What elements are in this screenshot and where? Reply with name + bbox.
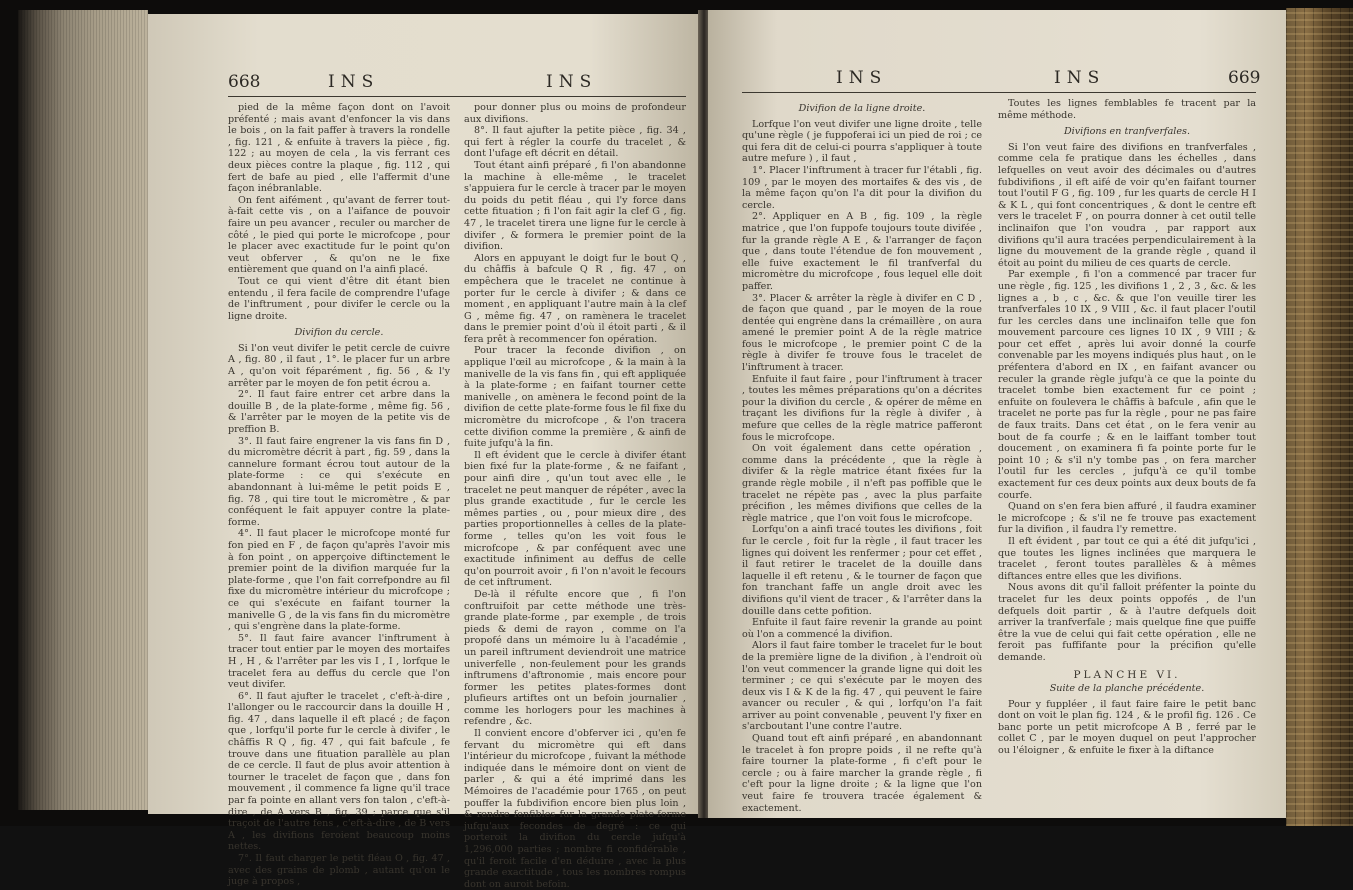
header-rule	[228, 96, 686, 97]
paragraph: 3°. Il faut faire engrener la vis fans fin D , du micromètre décrit à part , fig. 59 , dans la cannelure formant écrou tout autour de la plate-forme : ce qui s'exécute en abandonnant à lui-même le petit poids E , fig. 78 , qui tire tout le micromètre , & par conféquent le fait appuyer contre la plate-forme.	[228, 435, 450, 528]
paragraph: Il convient encore d'obferver ici , qu'en fe fervant du micromètre qui eft dans l'intérieur du microfcope , fuivant la méthode indiquée dans le mémoire dont on vient de parler , & qui a été imprimé dans les Mémoires de l'académie pour 1765 , on peut pouffer la fubdivifion encore bien plus loin , & rendre fenfibles fur la grande plate-forme jufqu'aux fecondes de degré : ce qui porteroit la divifion du cercle jufqu'à 1,296,000 parties ; nombre fi confidérable , qu'il feroit facile d'en déduire , avec la plus grande exactitude , tous les nombres rompus dont on auroit befoin.	[464, 728, 686, 890]
paragraph: Quand tout eft ainfi préparé , en abandonnant le tracelet à fon propre poids , il ne refte qu'à faire tourner la plate-forme , fi c'eft pour le cercle ; ou à faire marcher la grande règle , fi c'eft pour la ligne droite ; & la ligne que l'on veut faire fe trouvera tracée également & exactement.	[742, 733, 982, 814]
section-heading: Divifion de la ligne droite.	[798, 103, 926, 114]
left-page-stack	[18, 10, 148, 810]
paragraph: Si l'on veut divifer le petit cercle de cuivre A , fig. 80 , il faut , 1°. le placer fur un arbre A , qu'on voit féparément , fig. 56 , & l'y arrêter par le moyen de fon petit écrou a.	[228, 342, 450, 389]
paragraph: Il eft évident que le cercle à divifer étant bien fixé fur la plate-forme , & ne faifant , pour ainfi dire , qu'un tout avec elle , le tracelet ne peut manquer de répéter , avec la plus grande exactitude , fur le cercle les mêmes parties , ou , pour mieux dire , des parties proportionnelles à celles de la plate-forme , telles qu'on les voit fous le microfcope , & par conféquent avec une exactitude infiniment au deffus de celle qu'on pourroit avoir , fi l'on n'avoit le fecours de cet inftrument.	[464, 449, 686, 589]
paragraph: 8°. Il faut ajufter la petite pièce , fig. 34 , qui fert à régler la courfe du tracelet , & dont l'ufage eft décrit en détail.	[464, 125, 686, 160]
paragraph: Lorfqu'on a ainfi tracé toutes les divifions , foit fur le cercle , foit fur la règle , il faut tracer les lignes qui doivent les renfermer ; pour cet effet , il faut retirer le tracelet de la douille dans laquelle il eft retenu , & le tourner de façon que fon tranchant faffe un angle droit avec les divifions qu'il vient de tracer , & l'arrêter dans la douille dans cette pofition.	[742, 524, 982, 617]
paragraph: Pour y fuppléer , il faut faire faire le petit banc dont on voit le plan fig. 124 , & le profil fig. 126 . Ce banc porte un petit microfcope A B , ferré par le collet C , par le moyen duquel on peut l'approcher ou l'éloigner , & enfuite le fixer à la diftance	[998, 698, 1256, 757]
paragraph: 7°. Il faut charger le petit fléau O , fig. 47 , avec des grains de plomb , autant qu'on le juge à propos ,	[228, 853, 450, 888]
running-head-left-2: INS	[546, 72, 598, 92]
left-page	[148, 14, 700, 890]
text-column	[998, 98, 1256, 757]
paragraph: 4°. Il faut placer le microfcope monté fur fon pied en F , de façon qu'après l'avoir mis à fon point , on apperçoive diftinctement le premier point de la divifion marquée fur la plate-forme , que l'on fait correfpondre au fil fixe du micromètre intérieur du microfcope ; ce qui s'exécute en faifant tourner la manivelle G , de la vis fans fin du micromètre , qui s'engrène dans la plate-forme.	[228, 528, 450, 633]
running-head-right-2: INS	[1054, 68, 1106, 88]
paragraph: Nous avons dit qu'il falloit préfenter la pointe du tracelet fur les deux points oppofés , de l'un defquels doit partir , & à l'autre defquels doit arriver la tranfverfale ; mais quelque fine que puiffe être la vue de celui qui fait cette opération , elle ne feroit pas fuffifante pour la précifion qu'elle demande.	[998, 582, 1256, 663]
text-column	[464, 102, 686, 890]
paragraph: 3°. Placer & arrêter la règle à divifer en C D , de façon que quand , par le moyen de la roue dentée qui engrène dans la crémaillère , on aura amené le premier point A de la règle matrice fous le microfcope , le premier point C de la règle à divifer fe trouve fous le tracelet de l'inftrument à tracer.	[742, 292, 982, 374]
plate-heading: PLANCHE VI.	[1073, 668, 1181, 681]
paragraph: 5°. Il faut faire avancer l'inftrument à tracer tout entier par le moyen des mortaifes H , H , & l'arrêter par les vis I , I , lorfque le tracelet fera au deffus du cercle que l'on veut divifer.	[228, 632, 450, 691]
paragraph: pour donner plus ou moins de profondeur aux divifions.	[464, 102, 686, 125]
paragraph: 1°. Placer l'inftrument à tracer fur l'établi , fig. 109 , par le moyen des mortaifes & des vis , de la même façon qu'on l'a dit pour la divifion du cercle.	[742, 164, 982, 211]
paragraph: On voit également dans cette opération , comme dans la précédente , que la règle à divifer & la règle matrice étant fixées fur la grande règle mobile , il n'eft pas poffible que le tracelet ne répète pas , avec la plus parfaite précifion , les mêmes divifions que celles de la règle matrice , que l'on voit fous le microfcope.	[742, 443, 982, 524]
paragraph: Alors en appuyant le doigt fur le bout Q , du châffis à bafcule Q R , fig. 47 , on empêchera que le tracelet ne continue à porter fur le cercle à divifer ; & dans ce moment , en appliquant l'autre main à la clef G , même fig. 47 , on ramènera le tracelet dans le premier point d'où il étoit parti , & il fera prêt à recommencer fon opération.	[464, 252, 686, 345]
right-page	[708, 10, 1286, 818]
running-head-right-1: INS	[836, 68, 888, 88]
plate-subheading: Suite de la planche précédente.	[1049, 683, 1205, 695]
paragraph: Lorfque l'on veut divifer une ligne droite , telle qu'une règle ( je fuppoferai ici un pied de roi ; ce qui fera dit de celui-ci pourra s'appliquer à toute autre mefure ) , il faut ,	[742, 118, 982, 165]
running-head-left-1: INS	[328, 72, 380, 92]
header-rule	[742, 92, 1256, 93]
paragraph: 2°. Il faut faire entrer cet arbre dans la douille B , de la plate-forme , même fig. 56 , & l'arrêter par le moyen de la petite vis de preffion B.	[228, 389, 450, 436]
right-page-edge	[1286, 8, 1353, 826]
paragraph: Il eft évident , par tout ce qui a été dit jufqu'ici , que toutes les lignes inclinées que marquera le tracelet , feront toutes parallèles & à mêmes diftances entre elles que les divifions.	[998, 535, 1256, 582]
paragraph: Tout ce qui vient d'être dit étant bien entendu , il fera facile de comprendre l'ufage de l'inftrument , pour divifer le cercle ou la ligne droite.	[228, 275, 450, 322]
paragraph: Par exemple , fi l'on a commencé par tracer fur une règle , fig. 125 , les divifions 1 , 2 , 3 , &c. & les lignes a , b , c , &c. & que l'on veuille tirer les tranfverfales 10 IX , 9 VIII , &c. il faut placer l'outil fur les cercles dans une inclinaifon telle que fon mouvement parcoure ces lignes 10 IX , 9 VIII ; & pour cet effet , après lui avoir donné la courfe convenable par les moyens indiqués plus haut , on le préfentera d'abord en IX , en faifant avancer ou reculer la grande règle jufqu'à ce que la pointe du tracelet tombe bien exactement fur ce point ; enfuite on foulevera le châffis à bafcule , afin que le tracelet ne porte pas fur la règle , pour ne pas faire de faux traits. Dans cet état , on le fera venir au bout de fa courfe ; & en le laiffant tomber tout doucement , on examinera fi fa pointe porte fur le point 10 ; & s'il n'y tombe pas , on fera marcher l'outil fur les cercles , jufqu'à ce qu'il tombe exactement fur ces deux points aux deux bouts de fa courfe.	[998, 269, 1256, 501]
paragraph: Toutes les lignes femblables fe tracent par la même méthode.	[998, 98, 1256, 121]
paragraph: 6°. Il faut ajufter le tracelet , c'eft-à-dire , l'allonger ou le raccourcir dans la douille H , fig. 47 , dans laquelle il eft placé ; de façon que , lorfqu'il porte fur le cercle à divifer , le châffis R Q , fig. 47 , qui fait bafcule , fe trouve dans une fituation parallèle au plan de ce cercle. Il faut de plus avoir attention à tourner le tracelet de façon que , dans fon mouvement , il commence fa ligne qu'il trace par fa pointe en allant vers fon talon , c'eft-à-dire , de A vers B , fig. 39 ; parce que s'il traçoit de l'autre fens , c'eft-à-dire , de B vers A , les divifions feroient beaucoup moins nettes.	[228, 690, 450, 853]
page-number-right: 669	[1228, 68, 1261, 88]
paragraph: Enfuite il faut faire revenir la grande au point où l'on a commencé la divifion.	[742, 617, 982, 640]
paragraph: Quand on s'en fera bien affuré , il faudra examiner le microfcope ; & s'il ne fe trouve pas exactement fur la divifion , il faudra l'y remettre.	[998, 501, 1256, 536]
paragraph: pied de la même façon dont on l'avoit préfenté ; mais avant d'enfoncer la vis dans le bois , on la fait paffer à travers la rondelle , fig. 121 , & enfuite à travers la pièce , fig. 122 ; au moyen de cela , la vis ferrant ces deux pièces contre la plaque , fig. 112 , qui fert de bafe au pied , elle l'affermit d'une façon inébranlable.	[228, 102, 450, 195]
paragraph: Alors il faut faire tomber le tracelet fur le bout de la première ligne de la divifion , à l'endroit où l'on veut commencer la grande ligne qui doit les terminer ; ce qui s'exécute par le moyen des deux vis I & K de la fig. 47 , qui peuvent le faire avancer ou reculer , & qui , lorfqu'on l'a fait arriver au point convenable , peuvent l'y fixer en s'arcboutant l'une contre l'autre.	[742, 640, 982, 733]
section-heading: Divifion du cercle.	[294, 327, 384, 339]
paragraph: Pour tracer la feconde divifion , on applique l'œil au microfcope , & la main à la manivelle de la vis fans fin , qui eft appliquée à la plate-forme ; en faifant tourner cette manivelle , on amènera le fecond point de la divifion de cette plate-forme fous le fil fixe du micromètre du microfcope , & l'on tracera cette divifion comme la première , & ainfi de fuite jufqu'à la fin.	[464, 345, 686, 450]
paragraph: Enfuite il faut faire , pour l'inftrument à tracer , toutes les mêmes préparations qu'on a décrites pour la divifion du cercle , & opérer de même en traçant les divifions fur la règle à divifer , à mefure que celles de la règle matrice pafferont fous le microfcope.	[742, 373, 982, 443]
text-column	[228, 102, 450, 888]
section-heading: Divifions en tranfverfales.	[1063, 126, 1191, 138]
paragraph: On fent aifément , qu'avant de ferrer tout-à-fait cette vis , on a l'aifance de pouvoir faire un peu avancer , reculer ou marcher de côté , le pied qui porte le microfcope , pour le placer avec exactitude fur le point qu'on veut obferver , & qu'on ne le fixe entièrement que quand on l'a ainfi placé.	[228, 194, 450, 276]
page-number-left: 668	[228, 72, 261, 92]
paragraph: Si l'on veut faire des divifions en tranfverfales , comme cela fe pratique dans les échelles , dans lefquelles on veut avoir des décimales ou d'autres fubdivifions , il eft aifé de voir qu'en faifant tourner tout l'outil F G , fig. 109 , fur les quarts de cercle H I & K L , qui font concentriques , & dont le centre eft vers le tracelet F , on pourra donner à cet outil telle inclinaifon que l'on voudra , par rapport aux divifions qu'il aura tracées perpendiculairement à la ligne du mouvement de la grande règle , quand il étoit au point du milieu de ces quarts de cercle.	[998, 141, 1256, 269]
paragraph: 2°. Appliquer en A B , fig. 109 , la règle matrice , que l'on fuppofe toujours toute divifée , fur la grande règle A E , & l'arranger de façon que , dans toute l'étendue de fon mouvement , elle fuive exactement le fil tranfverfal du micromètre du microfcope , fous lequel elle doit paffer.	[742, 211, 982, 292]
paragraph: Tout étant ainfi préparé , fi l'on abandonne la machine à elle-même , le tracelet s'appuiera fur le cercle à tracer par le moyen du poids du petit fléau , qui l'y force dans cette fituation ; fi l'on fait agir la clef G , fig. 47 , le tracelet tirera une ligne fur le cercle à divifer , & formera le premier point de la divifion.	[464, 159, 686, 253]
paragraph: De-là il réfulte encore que , fi l'on conftruifoit par cette méthode une très-grande plate-forme , par exemple , de trois pieds & demi de rayon , comme on l'a propofé dans un mémoire lu à l'académie , un pareil inftrument deviendroit une matrice univerfelle , non-feulement pour les grands inftrumens d'aftronomie , mais encore pour former les petites plates-formes dont plufieurs artiftes ont un befoin journalier , comme les horlogers pour les machines à refendre , &c.	[464, 588, 686, 728]
text-column	[742, 98, 982, 814]
